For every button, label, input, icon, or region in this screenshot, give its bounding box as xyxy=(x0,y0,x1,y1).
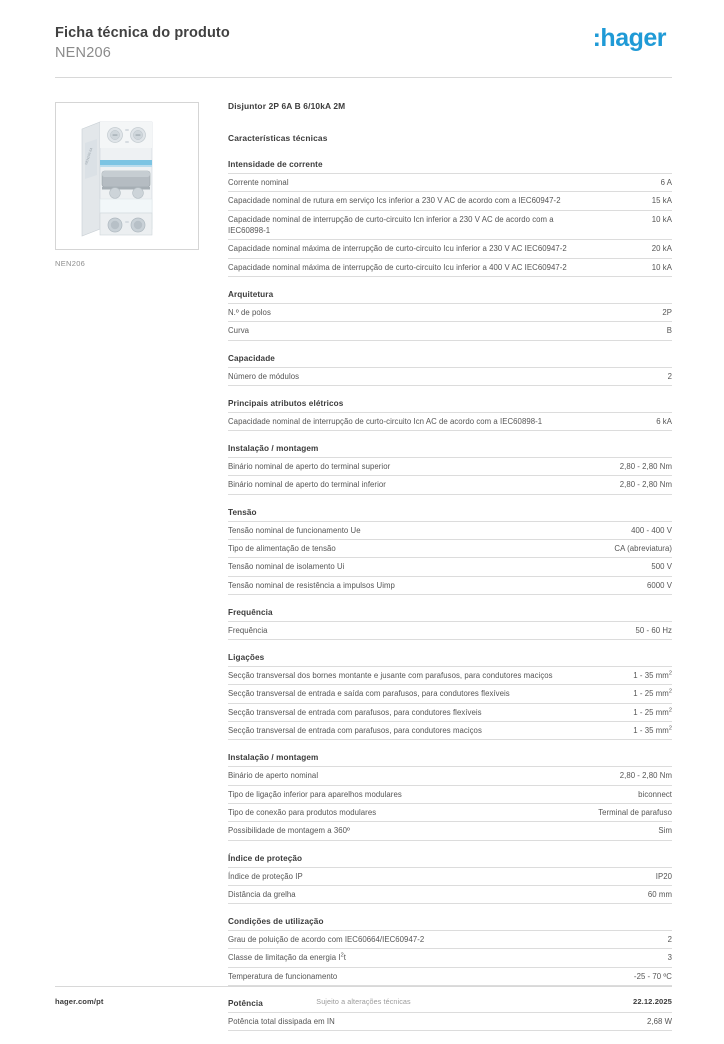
spec-value: 2P xyxy=(662,307,672,317)
spec-label: Número de módulos xyxy=(228,371,300,381)
spec-value: 6 A xyxy=(660,178,672,188)
spec-row xyxy=(228,803,672,821)
footer-row xyxy=(55,987,672,1006)
spec-section xyxy=(228,160,672,277)
spec-section xyxy=(228,653,672,740)
spec-label: Corrente nominal xyxy=(228,178,289,188)
spec-row xyxy=(228,948,672,966)
spec-row xyxy=(228,303,672,321)
spec-label: Temperatura de funcionamento xyxy=(228,971,338,981)
spec-value: 2,80 - 2,80 Nm xyxy=(619,462,672,472)
spec-section-title: Potência xyxy=(228,999,263,1009)
spec-label: Tensão nominal de isolamento Ui xyxy=(228,562,345,572)
spec-value: 1 - 35 $mm^2$ xyxy=(633,670,672,681)
spec-label: Grau de poluição de acordo com IEC60664/IEC60947-2 xyxy=(228,935,425,945)
spec-row xyxy=(228,557,672,575)
spec-value: -25 - 70 ºC xyxy=(633,971,672,981)
spec-row xyxy=(228,521,672,539)
spec-label: Capacidade nominal de interrupção de curto-circuito Icn inferior a 230 V AC de acordo com a IEC60898-1 xyxy=(228,214,554,236)
spec-value: 6 kA xyxy=(656,416,672,426)
spec-row xyxy=(228,539,672,557)
spec-section-title: Instalação / montagem xyxy=(228,444,319,454)
spec-label: Curva xyxy=(228,326,250,336)
svg-text:NEN206 6A: NEN206 6A xyxy=(84,147,94,166)
spec-label: Frequência xyxy=(228,625,268,635)
spec-label: Capacidade nominal máxima de interrupção de curto-circuito Icu inferior a 230 V AC IEC60947-2 xyxy=(228,244,567,254)
spec-row xyxy=(228,967,672,986)
spec-label: Classe de limitação da energia $I^2t$ xyxy=(228,952,346,963)
spec-value: Sim xyxy=(658,826,672,836)
page-header xyxy=(55,22,672,77)
spec-section xyxy=(228,854,672,905)
specifications-column xyxy=(203,100,672,1044)
spec-section-title: Tensão xyxy=(228,507,257,517)
spec-row xyxy=(228,766,672,784)
spec-label: Tensão nominal de resistência a impulsos Uimp xyxy=(228,580,395,590)
spec-row xyxy=(228,1012,672,1031)
spec-value: biconnect xyxy=(638,789,672,799)
footer-disclaimer: Sujeito a alterações técnicas xyxy=(316,997,411,1006)
spec-row xyxy=(228,867,672,885)
spec-value: 2 xyxy=(667,935,672,945)
spec-row xyxy=(228,621,672,640)
spec-label: Capacidade nominal de rutura em serviço Ics inferior a 230 V AC de acordo com a IEC60947-2 xyxy=(228,196,561,206)
spec-value: 2 xyxy=(667,371,672,381)
spec-label: Tipo de ligação inferior para aparelhos modulares xyxy=(228,789,402,799)
page-footer xyxy=(55,986,672,1006)
spec-row xyxy=(228,885,672,904)
spec-section-title: Intensidade de corrente xyxy=(228,160,323,170)
spec-value: 10 kA xyxy=(651,214,672,224)
spec-row xyxy=(228,684,672,702)
spec-label: Binário de aperto nominal xyxy=(228,771,319,781)
spec-label: Secção transversal de entrada com parafusos, para condutores flexíveis xyxy=(228,707,482,717)
spec-label: Secção transversal de entrada com parafusos, para condutores maciços xyxy=(228,726,482,736)
spec-label: Tipo de alimentação de tensão xyxy=(228,543,336,553)
spec-section xyxy=(228,444,672,495)
spec-label: Secção transversal dos bornes montante e jusante com parafusos, para condutores maciços xyxy=(228,671,553,681)
spec-row xyxy=(228,703,672,721)
spec-section-title: Ligações xyxy=(228,653,265,663)
page-subtitle: NEN206 xyxy=(55,44,112,61)
specs-heading: Características técnicas xyxy=(228,133,328,144)
spec-value: Terminal de parafuso xyxy=(598,807,672,817)
spec-value: CA (abreviatura) xyxy=(614,543,672,553)
spec-row xyxy=(228,821,672,840)
spec-section-title: Arquitetura xyxy=(228,289,274,299)
spec-section xyxy=(228,917,672,986)
spec-section xyxy=(228,354,672,386)
spec-section xyxy=(228,290,672,341)
spec-row xyxy=(228,930,672,948)
spec-section-title: Capacidade xyxy=(228,353,275,363)
spec-section-title: Condições de utilização xyxy=(228,917,324,927)
spec-section-title: Frequência xyxy=(228,607,273,617)
spec-row xyxy=(228,321,672,340)
spec-row xyxy=(228,191,672,209)
spec-row xyxy=(228,721,672,740)
spec-value: 2,80 - 2,80 Nm xyxy=(619,480,672,490)
spec-section-title: Índice de proteção xyxy=(228,853,303,863)
spec-section xyxy=(228,399,672,431)
spec-value: 2,68 W xyxy=(646,1017,672,1027)
spec-row xyxy=(228,258,672,277)
spec-row xyxy=(228,475,672,494)
spec-label: N.º de polos xyxy=(228,307,271,317)
spec-label: Binário nominal de aperto do terminal superior xyxy=(228,462,391,472)
footer-date: 22.12.2025 xyxy=(633,997,673,1006)
spec-row xyxy=(228,173,672,191)
spec-value: 2,80 - 2,80 Nm xyxy=(619,771,672,781)
spec-label: Capacidade nominal máxima de interrupção de curto-circuito Icu inferior a 400 V AC IEC60947-2 xyxy=(228,262,567,272)
spec-section xyxy=(228,508,672,595)
product-photo xyxy=(55,102,199,250)
spec-label: Distância da grelha xyxy=(228,889,296,899)
page-title: Ficha técnica do produto xyxy=(55,25,230,41)
spec-value: 60 mm xyxy=(647,889,672,899)
spec-row xyxy=(228,576,672,595)
hager-logo: :hager xyxy=(592,24,666,52)
spec-section xyxy=(228,608,672,640)
spec-value: 20 kA xyxy=(651,244,672,254)
circuit-breaker-illustration xyxy=(56,103,198,249)
spec-value: 400 - 400 V xyxy=(631,525,672,535)
spec-label: Secção transversal de entrada e saída com parafusos, para condutores flexíveis xyxy=(228,689,510,699)
spec-label: Capacidade nominal de interrupção de curto-circuito Icn AC de acordo com a IEC60898-1 xyxy=(228,416,543,426)
spec-row xyxy=(228,457,672,475)
spec-row xyxy=(228,367,672,386)
spec-label: Binário nominal de aperto do terminal inferior xyxy=(228,480,386,490)
spec-sections xyxy=(228,160,672,1031)
spec-value: 50 - 60 Hz xyxy=(635,625,672,635)
spec-value: IP20 xyxy=(655,871,672,881)
spec-label: Índice de proteção IP xyxy=(228,871,303,881)
content-area xyxy=(55,100,672,1044)
spec-label: Potência total dissipada em IN xyxy=(228,1017,335,1027)
spec-row xyxy=(228,666,672,684)
spec-label: Possibilidade de montagem a 360º xyxy=(228,826,350,836)
header-divider xyxy=(55,77,672,78)
product-image-caption: NEN206 xyxy=(55,259,86,269)
spec-value: 1 - 25 $mm^2$ xyxy=(633,707,672,717)
spec-label: Tipo de conexão para produtos modulares xyxy=(228,807,377,817)
spec-row xyxy=(228,239,672,257)
spec-value: B xyxy=(666,326,672,336)
spec-label: Tensão nominal de funcionamento Ue xyxy=(228,525,361,535)
spec-section-title: Principais atributos elétricos xyxy=(228,398,344,408)
spec-row xyxy=(228,210,672,240)
product-image-column xyxy=(55,100,203,268)
spec-value: 15 kA xyxy=(651,196,672,206)
spec-section xyxy=(228,753,672,840)
spec-value: 6000 V xyxy=(646,580,672,590)
footer-website-link[interactable]: hager.com/pt xyxy=(55,997,104,1006)
spec-value: 10 kA xyxy=(651,262,672,272)
spec-value: 500 V xyxy=(651,562,672,572)
spec-value: 1 - 35 $mm^2$ xyxy=(633,725,672,736)
spec-row xyxy=(228,412,672,431)
spec-value: 3 xyxy=(667,953,672,963)
product-name: Disjuntor 2P 6A B 6/10kA 2M xyxy=(228,101,346,112)
spec-value: 1 - 25 $mm^2$ xyxy=(633,688,672,699)
spec-row xyxy=(228,785,672,803)
spec-section-title: Instalação / montagem xyxy=(228,753,319,763)
header-title-block xyxy=(55,22,230,63)
